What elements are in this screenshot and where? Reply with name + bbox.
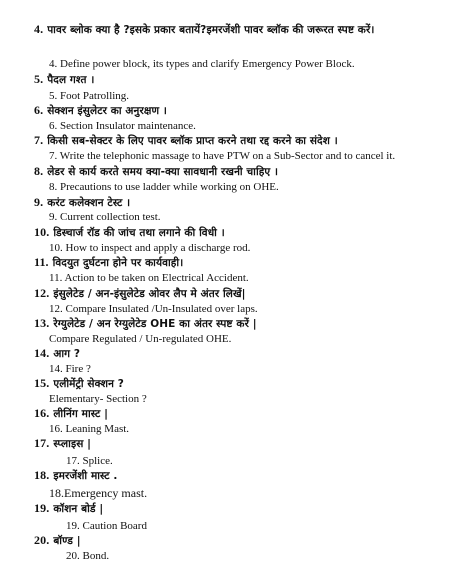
question-number: 14. — [34, 346, 50, 360]
question-14-hindi — [34, 346, 80, 362]
question-4-hindi — [34, 22, 444, 38]
question-number: 10. — [34, 225, 50, 239]
question-text: स्प्लाइस | — [53, 438, 92, 450]
question-18-hindi — [34, 468, 117, 484]
question-17-english: 17. Splice. — [66, 455, 113, 467]
question-5-english: 5. Foot Patrolling. — [49, 90, 130, 102]
question-10-english: 10. How to inspect and apply a discharge rod. — [49, 242, 251, 254]
question-number: 19. — [34, 501, 50, 515]
question-text: बॉण्ड | — [53, 535, 81, 547]
question-16-hindi — [34, 406, 108, 422]
question-8-hindi — [34, 164, 278, 180]
question-13-hindi — [34, 316, 257, 332]
question-text: रेग्युलेटेड / अन रेग्युलेटेड OHE का अंतर स्पष्ट करें | — [53, 318, 257, 330]
question-text: किसी सब-सेक्टर के लिए पावर ब्लॉक प्राप्त करने तथा रद्द करने का संदेश । — [47, 135, 338, 147]
question-20-english: 20. Bond. — [66, 550, 110, 562]
question-number: 5. — [34, 72, 44, 86]
question-number: 12. — [34, 286, 50, 300]
question-6-hindi — [34, 103, 167, 119]
question-text: सेक्शन इंसुलेटर का अनुरक्षण । — [47, 105, 167, 117]
question-10-hindi — [34, 225, 225, 241]
question-8-english: 8. Precautions to use ladder while working on OHE. — [49, 181, 279, 193]
question-text: लेडर से कार्य करते समय क्या-क्या सावधानी रखनी चाहिए । — [47, 166, 279, 178]
question-11-hindi — [34, 255, 183, 271]
question-text: कॉशन बोर्ड | — [53, 503, 104, 515]
question-text: इमरजेंशी मास्ट . — [53, 470, 118, 482]
question-number: 16. — [34, 406, 50, 420]
question-number: 11. — [34, 255, 49, 269]
question-text: विदयुत दुर्घटना होने पर कार्यवाही। — [52, 257, 184, 269]
question-number: 18. — [34, 468, 50, 482]
question-5-hindi — [34, 72, 94, 88]
question-13-english: Compare Regulated / Un-regulated OHE. — [49, 333, 232, 345]
question-text: पावर ब्लोक क्या है ?इसके प्रकार बतायें?इमरजेंशी पावर ब्लॉक की जरूरत स्पष्ट करें। — [47, 24, 375, 36]
question-17-hindi — [34, 436, 91, 452]
question-14-english: 14. Fire ? — [49, 363, 91, 375]
question-text: लीनिंग मास्ट | — [53, 408, 109, 420]
question-number: 7. — [34, 133, 44, 147]
question-6-english: 6. Section Insulator maintenance. — [49, 120, 196, 132]
question-text: इंसुलेटेड / अन-इंसुलेटेड ओवर लैप मे अंतर लिखें| — [53, 288, 246, 300]
question-16-english: 16. Leaning Mast. — [49, 423, 130, 435]
question-7-hindi — [34, 133, 338, 149]
question-number: 13. — [34, 316, 50, 330]
question-11-english: 11. Action to be taken on Electrical Accident. — [49, 272, 249, 284]
question-15-hindi — [34, 376, 124, 392]
question-number: 6. — [34, 103, 44, 117]
question-number: 15. — [34, 376, 50, 390]
question-text: आग ? — [53, 348, 81, 360]
question-text: करंट कलेक्शन टेस्ट । — [47, 197, 131, 209]
question-9-english: 9. Current collection test. — [49, 211, 161, 223]
question-number: 17. — [34, 436, 50, 450]
question-19-english: 19. Caution Board — [66, 520, 147, 532]
question-number: 4. — [34, 22, 44, 36]
question-text: पैदल गश्त । — [47, 74, 95, 86]
question-9-hindi — [34, 195, 130, 211]
question-12-hindi — [34, 286, 246, 302]
question-text: डिस्चार्ज रॉड की जांच तथा लगाने की विधी । — [53, 227, 225, 239]
question-4-english: 4. Define power block, its types and clarify Emergency Power Block. — [49, 58, 355, 70]
question-15-english: Elementary- Section ? — [49, 393, 147, 405]
question-12-english: 12. Compare Insulated /Un-Insulated over laps. — [49, 303, 258, 315]
question-number: 8. — [34, 164, 44, 178]
question-number: 9. — [34, 195, 44, 209]
question-7-english: 7. Write the telephonic massage to have PTW on a Sub-Sector and to cancel it. — [49, 150, 396, 162]
question-18-english: 18.Emergency mast. — [49, 486, 148, 500]
question-text: एलीमेंट्री सेक्शन ? — [53, 378, 124, 390]
question-number: 20. — [34, 533, 50, 547]
question-20-hindi — [34, 533, 81, 549]
question-19-hindi — [34, 501, 103, 517]
